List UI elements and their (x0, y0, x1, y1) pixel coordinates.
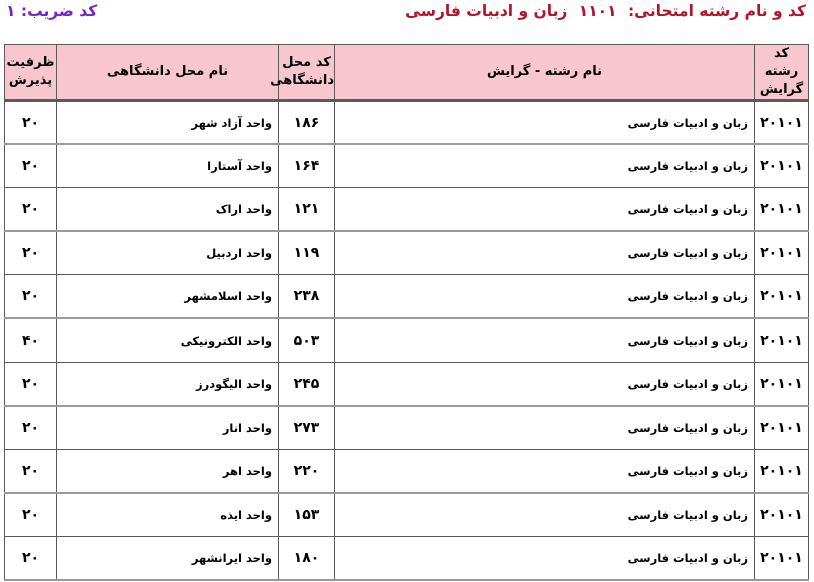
exam-title-prefix: کد و نام رشته امتحانی: (627, 2, 806, 20)
admissions-table (4, 44, 809, 581)
cell-major-name: زبان و ادبیات فارسی (335, 362, 755, 406)
cell-location-code: ۲۳۸ (279, 275, 335, 319)
coefficient-code: کد ضریب: ۱ (6, 2, 98, 20)
cell-location-name: واحد اراک (57, 188, 279, 232)
table-row (5, 362, 809, 406)
header-location-name: نام محل دانشگاهی (57, 45, 279, 101)
cell-capacity: ۲۰ (5, 406, 57, 450)
cell-location-code: ۲۷۳ (279, 406, 335, 450)
page-header (6, 2, 806, 30)
header-major-name: نام رشته - گرایش (335, 45, 755, 101)
cell-major-name: زبان و ادبیات فارسی (335, 406, 755, 450)
cell-location-name: واحد اردبیل (57, 231, 279, 275)
cell-location-code: ۱۲۱ (279, 188, 335, 232)
cell-location-code: ۲۲۰ (279, 449, 335, 493)
exam-code: ۱۱۰۱ (578, 2, 617, 20)
cell-location-code: ۱۱۹ (279, 231, 335, 275)
table-row (5, 144, 809, 188)
cell-capacity: ۲۰ (5, 144, 57, 188)
cell-location-code: ۱۸۰ (279, 536, 335, 580)
table-row (5, 275, 809, 319)
cell-location-name: واحد اسلامشهر (57, 275, 279, 319)
table-row (5, 188, 809, 232)
cell-location-code: ۱۵۳ (279, 493, 335, 537)
cell-major-code: ۲۰۱۰۱ (755, 144, 809, 188)
header-location-code (270, 45, 335, 101)
cell-major-name: زبان و ادبیات فارسی (335, 449, 755, 493)
cell-capacity: ۲۰ (5, 493, 57, 537)
header-location-code-line1: کد محل (282, 55, 331, 70)
cell-major-code: ۲۰۱۰۱ (755, 101, 809, 145)
cell-capacity: ۴۰ (5, 318, 57, 362)
cell-major-code: ۲۰۱۰۱ (755, 188, 809, 232)
cell-capacity: ۲۰ (5, 101, 57, 145)
cell-location-name: واحد ایرانشهر (57, 536, 279, 580)
table-body (5, 101, 809, 581)
cell-location-code: ۲۴۵ (279, 362, 335, 406)
cell-major-name: زبان و ادبیات فارسی (335, 101, 755, 145)
cell-location-name: واحد آزاد شهر (57, 101, 279, 145)
cell-major-name: زبان و ادبیات فارسی (335, 493, 755, 537)
cell-major-code: ۲۰۱۰۱ (755, 493, 809, 537)
cell-major-code: ۲۰۱۰۱ (755, 449, 809, 493)
cell-capacity: ۲۰ (5, 188, 57, 232)
cell-capacity: ۲۰ (5, 231, 57, 275)
cell-location-name: واحد آستارا (57, 144, 279, 188)
cell-major-code: ۲۰۱۰۱ (755, 362, 809, 406)
cell-location-name: واحد ایذه (57, 493, 279, 537)
header-major-code-line2: گرایش (759, 82, 804, 97)
cell-location-code: ۱۶۴ (279, 144, 335, 188)
cell-major-name: زبان و ادبیات فارسی (335, 318, 755, 362)
table-row (5, 101, 809, 145)
cell-major-name: زبان و ادبیات فارسی (335, 231, 755, 275)
header-capacity (5, 45, 57, 101)
table-row (5, 449, 809, 493)
cell-major-name: زبان و ادبیات فارسی (335, 144, 755, 188)
cell-major-code: ۲۰۱۰۱ (755, 406, 809, 450)
cell-major-name: زبان و ادبیات فارسی (335, 536, 755, 580)
cell-location-name: واحد الکترونیکی (57, 318, 279, 362)
cell-location-name: واحد الیگودرز (57, 362, 279, 406)
cell-capacity: ۲۰ (5, 362, 57, 406)
table-row (5, 536, 809, 580)
cell-major-name: زبان و ادبیات فارسی (335, 188, 755, 232)
header-capacity-line1: ظرفیت (6, 55, 55, 70)
table-row (5, 493, 809, 537)
cell-major-code: ۲۰۱۰۱ (755, 536, 809, 580)
cell-location-code: ۵۰۳ (279, 318, 335, 362)
cell-capacity: ۲۰ (5, 275, 57, 319)
cell-location-name: واحد انار (57, 406, 279, 450)
cell-major-code: ۲۰۱۰۱ (755, 318, 809, 362)
exam-title (405, 2, 806, 20)
cell-major-name: زبان و ادبیات فارسی (335, 275, 755, 319)
cell-major-code: ۲۰۱۰۱ (755, 231, 809, 275)
header-capacity-line2: پذیرش (8, 73, 53, 88)
cell-location-name: واحد اهر (57, 449, 279, 493)
table-header-row (5, 45, 809, 101)
cell-major-code: ۲۰۱۰۱ (755, 275, 809, 319)
cell-capacity: ۲۰ (5, 536, 57, 580)
exam-name: زبان و ادبیات فارسی (405, 2, 568, 20)
cell-location-code: ۱۸۶ (279, 101, 335, 145)
cell-capacity: ۲۰ (5, 449, 57, 493)
table-row (5, 318, 809, 362)
header-location-code-line2: دانشگاهی (270, 73, 334, 88)
table-row (5, 231, 809, 275)
header-major-code-line1: کد رشته (764, 46, 799, 79)
header-major-code (755, 45, 809, 101)
table-row (5, 406, 809, 450)
